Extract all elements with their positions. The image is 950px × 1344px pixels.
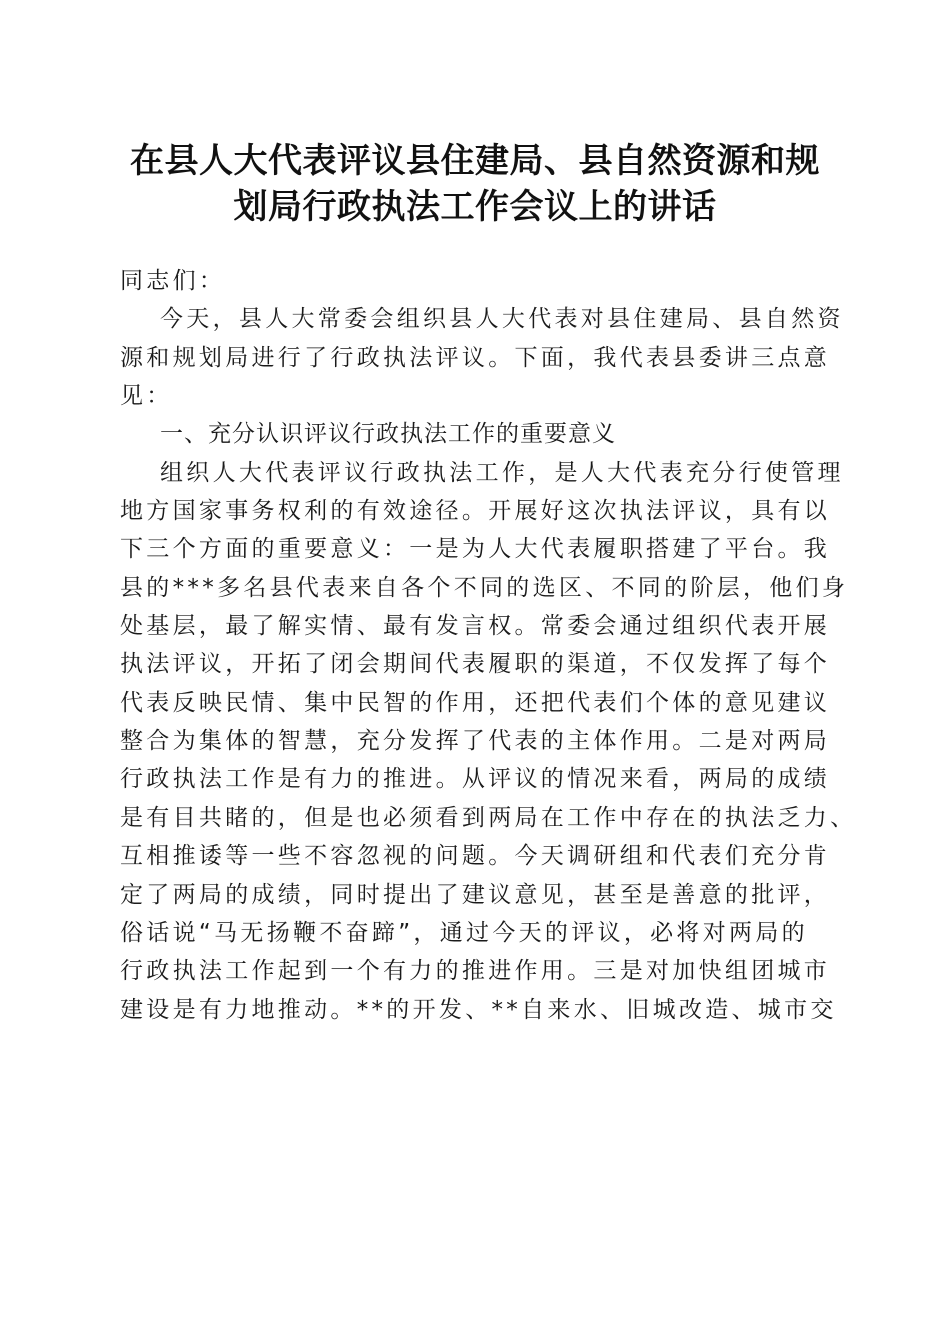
title-line-2: 划局行政执法工作会议上的讲话 [233,187,717,227]
paragraph-line: 行政执法工作起到一个有力的推进作用。三是对加快组团城市 [120,958,831,985]
paragraph-line: 代表反映民情、集中民智的作用，还把代表们个体的意见建议 [120,689,831,716]
document-body [120,262,857,1029]
paragraph-line: 互相推诿等一些不容忽视的问题。今天调研组和代表们充分肯 [120,843,831,870]
paragraph-line: 俗话说“马无扬鞭不奋蹄”，通过今天的评议，必将对两局的 [120,919,808,946]
paragraph-line: 执法评议，开拓了闭会期间代表履职的渠道，不仅发挥了每个 [120,651,831,678]
paragraph-line: 行政执法工作是有力的推进。从评议的情况来看，两局的成绩 [120,766,831,793]
intro-line: 今天，县人大常委会组织县人大代表对县住建局、县自然资 [160,306,844,333]
paragraph-line: 下三个方面的重要意义：一是为人大代表履职搭建了平台。我 [120,536,831,563]
paragraph-line: 组织人大代表评议行政执法工作，是人大代表充分行使管理 [160,459,844,486]
paragraph-line: 定了两局的成绩，同时提出了建议意见，甚至是善意的批评， [120,881,831,908]
paragraph-line: 县的***多名县代表来自各个不同的选区、不同的阶层，他们身 [120,574,849,601]
section-heading: 一、充分认识评议行政执法工作的重要意义 [160,421,616,448]
paragraph-line: 整合为集体的智慧，充分发挥了代表的主体作用。二是对两局 [120,728,831,755]
intro-line: 源和规划局进行了行政执法评议。下面，我代表县委讲三点意 [120,344,831,371]
salutation: 同志们： [120,268,226,294]
paragraph-line: 建设是有力地推动。**的开发、**自来水、旧城改造、城市交 [120,996,837,1023]
paragraph-line: 是有目共睹的，但是也必须看到两局在工作中存在的执法乏力、 [120,804,857,831]
document-title [100,138,850,230]
paragraph-line: 处基层，最了解实情、最有发言权。常委会通过组织代表开展 [120,613,831,640]
paragraph-line: 地方国家事务权利的有效途径。开展好这次执法评议，具有以 [120,498,831,525]
intro-line: 见： [120,383,173,410]
title-line-1: 在县人大代表评议县住建局、县自然资源和规 [130,141,820,181]
